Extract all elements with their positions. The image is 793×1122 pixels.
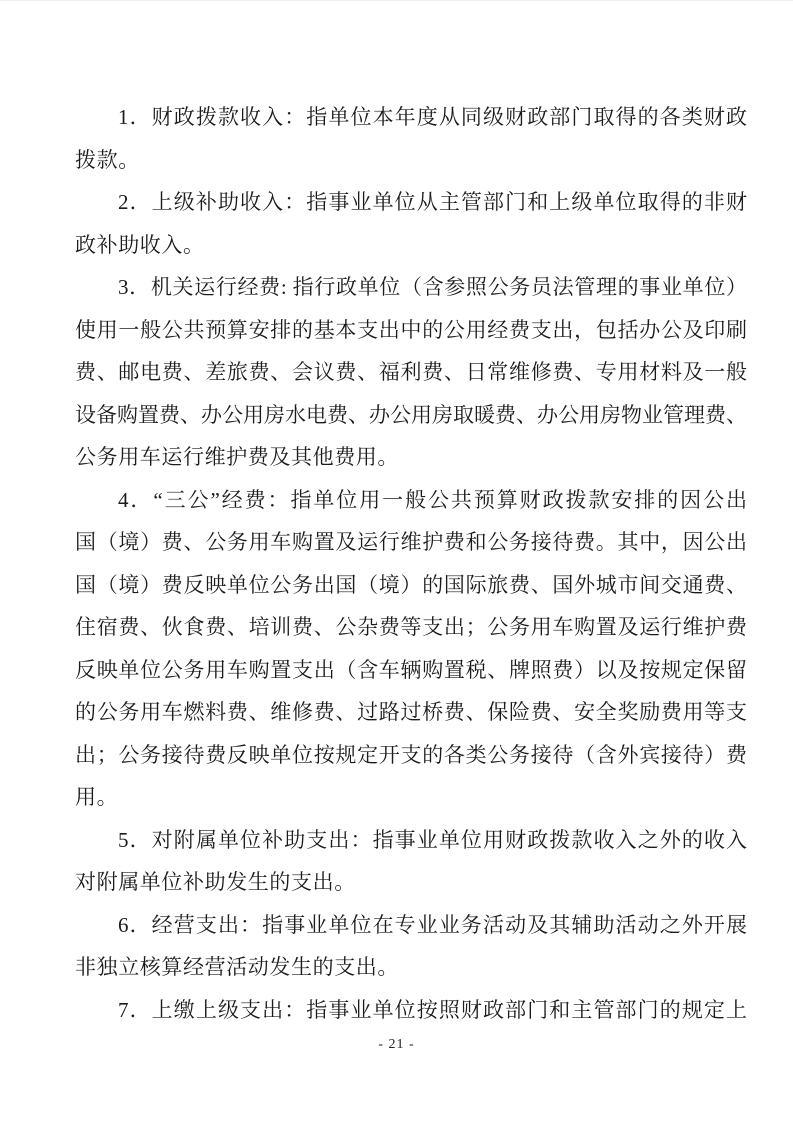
paragraph-2 <box>75 181 747 266</box>
doc-line: 反映单位公务用车购置支出（含车辆购置税、牌照费）以及按规定保留 <box>75 657 747 682</box>
doc-line: 政补助收入。 <box>75 232 205 257</box>
paragraph-4 <box>75 479 747 819</box>
paragraph-5 <box>75 819 747 904</box>
doc-line: 7．上缴上级支出：指事业单位按照财政部门和主管部门的规定上 <box>118 997 747 1022</box>
page-number: - 21 - <box>378 1037 415 1052</box>
document-body <box>75 96 747 1031</box>
doc-line: 对附属单位补助发生的支出。 <box>75 870 356 894</box>
doc-line: 使用一般公共预算安排的基本支出中的公用经费支出，包括办公及印刷 <box>75 317 747 342</box>
doc-line: 国（境）费反映单位公务出国（境）的国际旅费、国外城市间交通费、 <box>75 572 747 597</box>
doc-line: 6．经营支出：指事业单位在专业业务活动及其辅助活动之外开展 <box>118 912 747 937</box>
doc-line: 非独立核算经营活动发生的支出。 <box>75 955 399 979</box>
doc-line: 2．上级补助收入：指事业单位从主管部门和上级单位取得的非财 <box>118 190 747 214</box>
doc-line: 设备购置费、办公用房水电费、办公用房取暖费、办公用房物业管理费、 <box>75 402 747 427</box>
paragraph-7 <box>75 989 747 1032</box>
paragraph-1 <box>75 96 747 181</box>
paragraph-6 <box>75 904 747 989</box>
doc-line: 用。 <box>75 785 119 809</box>
doc-line: 公务用车运行维护费及其他费用。 <box>75 445 399 469</box>
doc-line: 国（境）费、公务用车购置及运行维护费和公务接待费。其中，因公出 <box>75 530 747 554</box>
doc-line: 的公务用车燃料费、维修费、过路过桥费、保险费、安全奖励费用等支 <box>75 700 747 724</box>
doc-line: 1．财政拨款收入：指单位本年度从同级财政部门取得的各类财政 <box>118 105 747 129</box>
doc-line: 5．对附属单位补助支出：指事业单位用财政拨款收入之外的收入 <box>118 827 747 852</box>
paragraph-3 <box>75 266 747 479</box>
doc-line: 出；公务接待费反映单位按规定开支的各类公务接待（含外宾接待）费 <box>75 742 747 767</box>
doc-line: 住宿费、伙食费、培训费、公杂费等支出；公务用车购置及运行维护费 <box>75 615 747 639</box>
doc-line: 3．机关运行经费: 指行政单位（含参照公务员法管理的事业单位） <box>118 275 747 299</box>
doc-line: 费、邮电费、差旅费、会议费、福利费、日常维修费、专用材料及一般 <box>75 360 747 384</box>
doc-line: 4．“三公”经费：指单位用一般公共预算财政拨款安排的因公出 <box>118 487 747 512</box>
doc-line: 拨款。 <box>75 147 140 172</box>
